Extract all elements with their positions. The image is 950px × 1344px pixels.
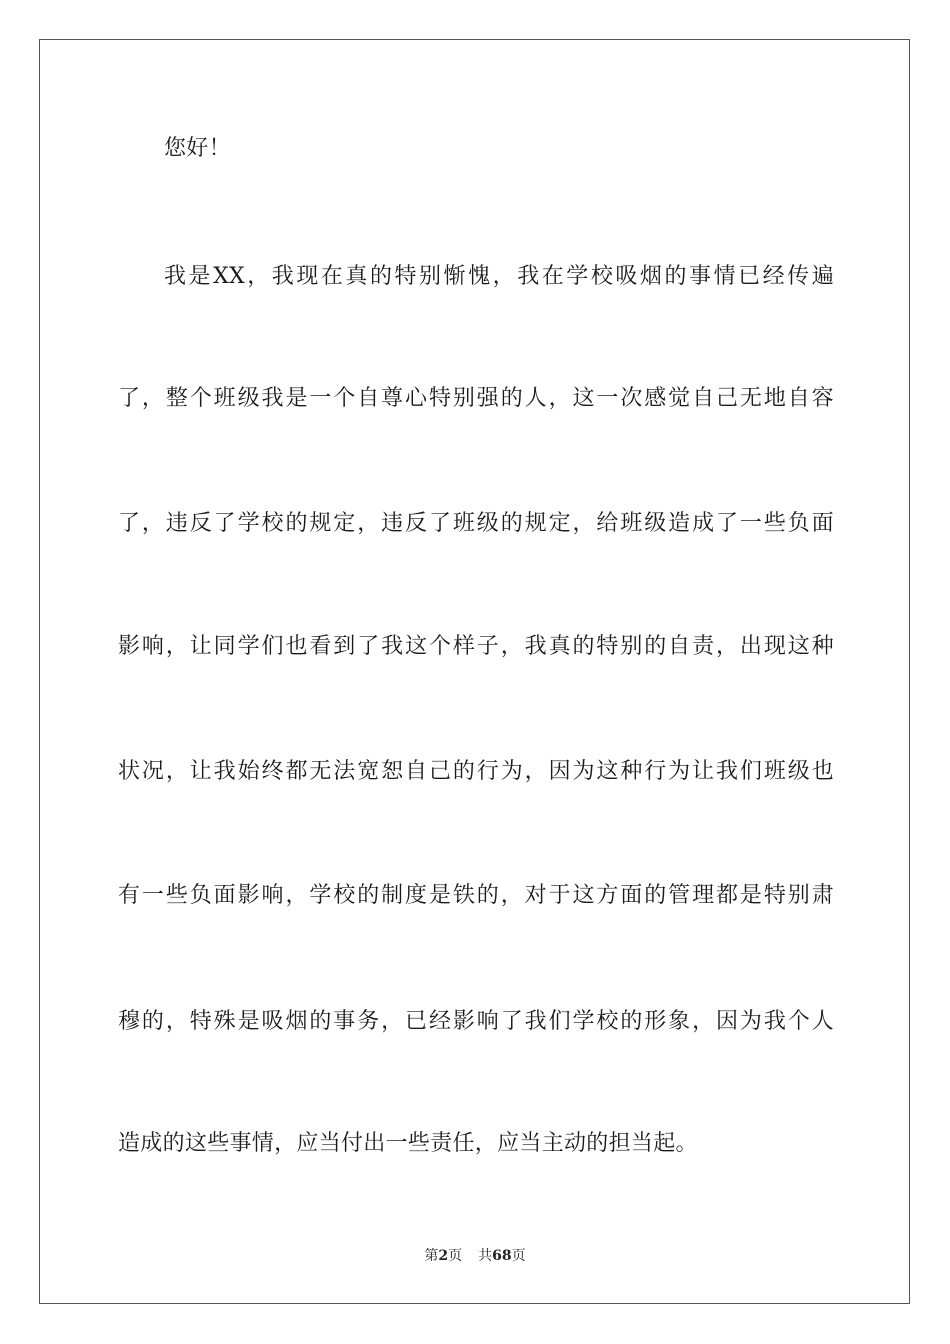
page-prefix: 第 bbox=[424, 1248, 439, 1264]
page-suffix: 页 bbox=[448, 1248, 463, 1264]
paragraph-line-5: 状况，让我始终都无法宽恕自己的行为，因为这种行为让我们班级也 bbox=[118, 759, 834, 784]
total-suffix: 页 bbox=[511, 1248, 526, 1264]
page-footer bbox=[0, 1247, 950, 1265]
total-prefix: 共 bbox=[478, 1248, 493, 1264]
paragraph-line-8: 造成的这些事情，应当付出一些责任，应当主动的担当起。 bbox=[118, 1131, 698, 1156]
paragraph-line-2: 了，整个班级我是一个自尊心特别强的人，这一次感觉自己无地自容 bbox=[118, 386, 834, 411]
paragraph-line-7: 穆的，特殊是吸烟的事务，已经影响了我们学校的形象，因为我个人 bbox=[118, 1009, 834, 1034]
paragraph-line-1: 我是XX，我现在真的特别惭愧，我在学校吸烟的事情已经传遍 bbox=[164, 264, 834, 289]
paragraph-line-4: 影响，让同学们也看到了我这个样子，我真的特别的自责，出现这种 bbox=[118, 634, 834, 659]
page-frame bbox=[39, 39, 910, 1304]
total-pages: 68 bbox=[492, 1248, 512, 1264]
paragraph-line-3: 了，违反了学校的规定，违反了班级的规定，给班级造成了一些负面 bbox=[118, 511, 834, 536]
page-current: 2 bbox=[438, 1248, 449, 1264]
paragraph-line-6: 有一些负面影响，学校的制度是铁的，对于这方面的管理都是特别肃 bbox=[118, 883, 834, 908]
greeting-text: 您好！ bbox=[164, 136, 231, 161]
